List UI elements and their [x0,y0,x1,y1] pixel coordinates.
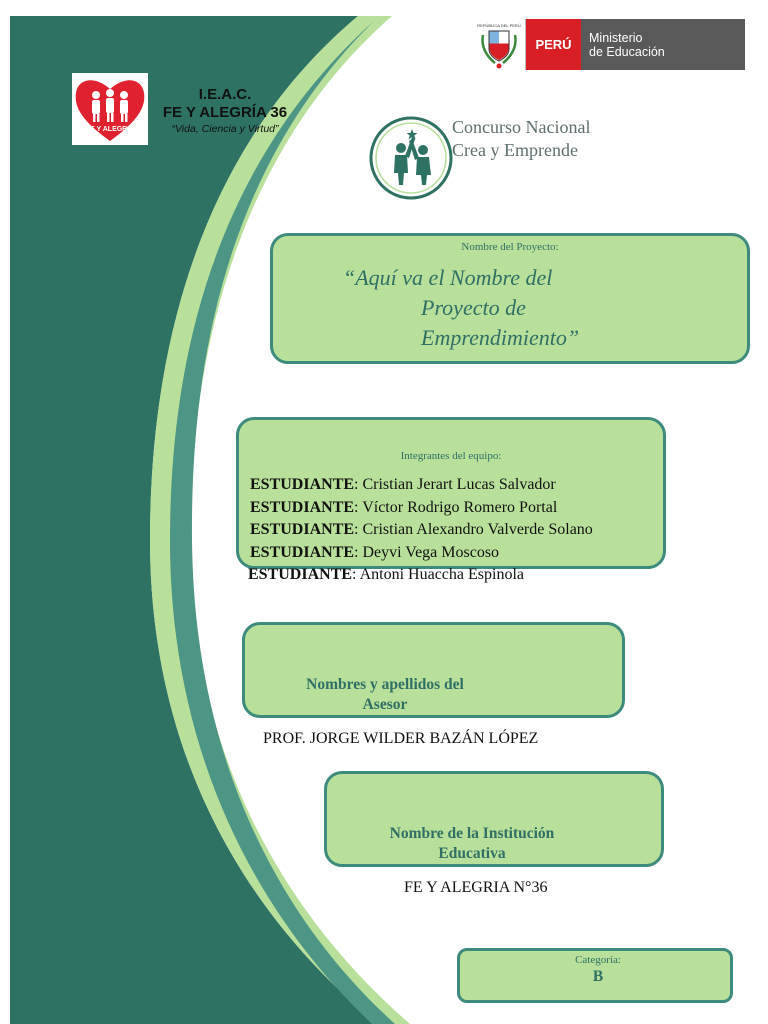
member-name: : Deyvi Vega Moscoso [354,543,500,561]
institution-box [324,771,664,867]
institution-name: FE Y ALEGRIA N°36 [404,879,548,896]
ministry-name [581,19,745,70]
team-member [250,519,593,542]
institution-label [327,824,617,864]
member-role: ESTUDIANTE [250,476,355,493]
advisor-box [242,622,625,718]
member-name: : Víctor Rodrigo Romero Portal [354,498,558,516]
category-label: Categoría: [575,954,621,966]
project-name-line-2: Proyecto de [421,295,526,320]
member-role: ESTUDIANTE [250,498,355,516]
advisor-label [245,675,525,715]
school-motto: “Vida, Ciencia y Virtud” [171,123,279,135]
school-abbreviation: I.E.A.C. [198,86,252,103]
team-label: Integrantes del equipo: [400,450,502,462]
contest-logo [368,115,454,201]
member-role: ESTUDIANTE [248,566,353,583]
member-role: ESTUDIANTE [250,521,355,538]
member-name: : Cristian Jerart Lucas Salvador [354,476,556,493]
svg-text:FE Y ALEGRIA: FE Y ALEGRIA [85,126,135,133]
member-role: ESTUDIANTE [250,543,355,561]
school-logo [72,73,148,145]
project-name-line-3: Emprendimiento” [421,325,580,350]
institution-label-line-2: Educativa [438,845,506,862]
team-member [250,542,593,565]
school-name: FE Y ALEGRÍA 36 [162,104,288,121]
peru-label: PERÚ [526,19,581,70]
team-member [250,474,593,497]
project-name-label: Nombre del Proyecto: [461,241,559,253]
ministry-line-1: Ministerio [589,30,643,45]
project-name [343,263,643,353]
category-box [457,948,733,1003]
contest-line-1: Concurso Nacional [452,117,591,137]
peru-shield-icon [473,19,525,70]
member-name: : Cristian Alexandro Valverde Solano [354,521,593,538]
advisor-label-line-2: Asesor [362,696,408,713]
peru-shield [473,19,526,70]
contest-line-2: Crea y Emprende [452,140,578,160]
contest-title [452,116,590,162]
heart-children-logo-icon [72,73,148,145]
institution-label-line-1: Nombre de la Institución [389,825,555,842]
project-name-box [270,233,750,364]
project-name-line-1: “Aquí va el Nombre del [343,265,553,290]
team-member [248,564,593,587]
category-value: B [592,968,604,985]
ministry-line-2: de Educación [589,44,665,59]
advisor-name: PROF. JORGE WILDER BAZÁN LÓPEZ [263,730,539,747]
school-heading [150,86,300,136]
team-member [250,497,593,520]
high-five-people-icon [368,115,454,201]
team-members-list [250,474,593,587]
member-name: : Antoni Huaccha Espinola [352,566,524,583]
ministry-logo [473,19,745,70]
advisor-label-line-1: Nombres y apellidos del [306,676,464,693]
svg-text:REPÚBLICA DEL PERÚ: REPÚBLICA DEL PERÚ [477,23,521,28]
